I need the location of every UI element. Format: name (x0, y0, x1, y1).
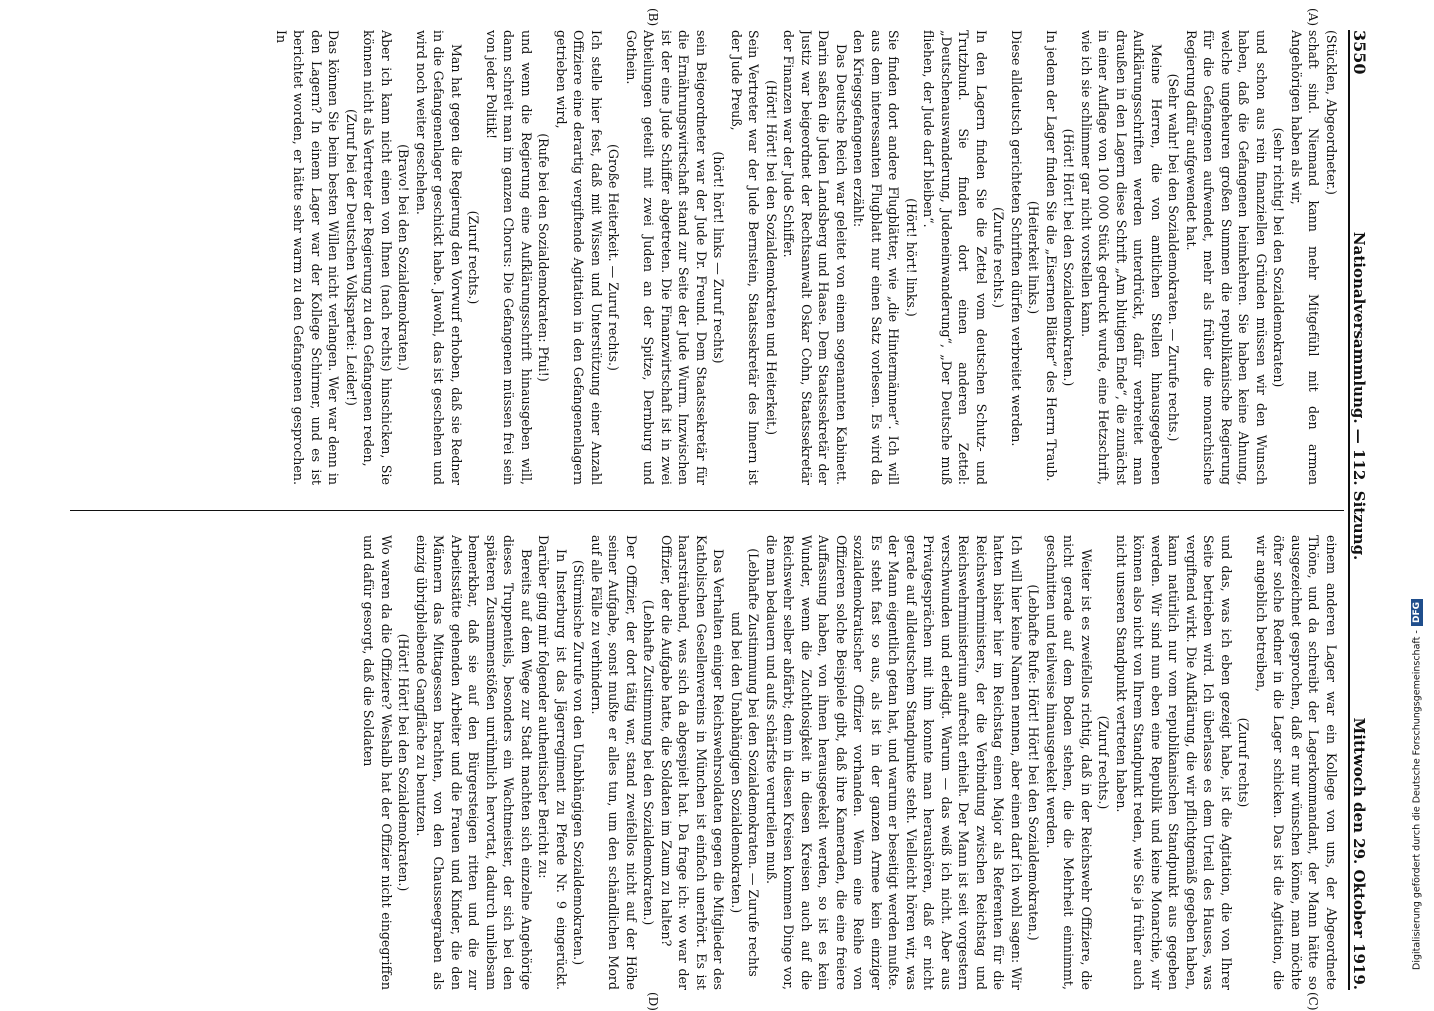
paragraph: (Heiterkeit links.) (1026, 200, 1042, 315)
paragraph: (Hört! Hört! bei den Sozialdemokraten.) (396, 633, 412, 892)
digitization-credit (1408, 10, 1426, 970)
margin-marker-a: (A) (1306, 8, 1320, 27)
paragraph: (Hört! Hört! bei den Sozialdemokraten und Heiterkeit.) (764, 79, 779, 436)
paragraph: Meine Herren, die von amtlichen Stellen hinausgegebenen Aufklärungsschriften werden unterdrückt, dafür verbreitet man draußen in den Lagern diese Schrift „Am blutigen Ende“, die zunächst in einer Auflage von 100 000 Stück gedruckt wurde, eine Hetzschrift, wie ich sie schlimmer gar nicht vorstellen kann. (1079, 30, 1164, 485)
paragraph: (Hört! Hört! bei den Sozialdemokraten.) (1061, 128, 1077, 387)
paragraph: (Zuruf rechts.) (1096, 715, 1112, 810)
margin-marker-c: (C) (1306, 992, 1320, 1011)
paragraph: Das Verhalten einiger Reichswehrsoldaten gegen die Mitglieder des Katholischen Gesellenvereins in München ist einfach unerhört. Es ist haarsträubend, was sich da abgespielt hat. Da frage ich: wo war der Offizier, der die Aufgabe hatte, die Soldaten im Zaum zu halten? (659, 535, 727, 990)
paragraph: Sein Vertreter war der Jude Bernstein, Staatssekretär des Innern ist der Jude Preuß, (729, 30, 762, 485)
paragraph: (Zurufe rechts.) (991, 206, 1007, 309)
left-column (70, 30, 1340, 485)
paragraph: (Lebhafte Rufe: Hört! Hört! bei den Sozialdemokraten.) (1026, 584, 1042, 941)
paragraph: und das, was ich eben gezeigt habe, ist die Agitation, die von Ihrer Seite betrieben wird. Ich überlasse es dem Urteil des Hauses, was vergiftend wirkt. Die Aufklärung, die wir pflichtgemäß gegeben haben, kann natürlich nur vom republikanischen Standpunkt aus gegeben werden. Wir sind nun eben eine Republik und keine Monarchie, wir können also nicht von Ihrem Standpunkt reden, wie Sie ja früher auch nicht unseren Standpunkt vertreten haben. (1114, 535, 1234, 990)
paragraph: (Bravo! bei den Sozialdemokraten.) (396, 144, 412, 371)
paragraph: (sehr richtig! bei den Sozialdemokraten) (1271, 127, 1287, 388)
margin-marker-b: (B) (646, 8, 660, 27)
paragraph: In Insterburg ist das Jägerregiment zu Pferde Nr. 9 eingerückt. Darüber ging mir folgender authentischer Bericht zu: (536, 535, 569, 990)
page-header (1348, 30, 1380, 990)
header-right-title: Mittwoch den 29. Oktober 1919. (1350, 717, 1368, 990)
paragraph: Sie finden dort andere Flugblätter, wie „die Hintermänner“. Ich will aus dem interessanten Flugblatt nur einen Satz vorlesen. Es wird da den Kriegsgefangenen erzählt: (851, 30, 902, 485)
paragraph: Diese alldeutsch gerichteten Schriften dürfen verbreitet werden. (1009, 30, 1024, 447)
paragraph: Bereits auf dem Wege zur Stadt machten sich einzelne Angehörige dieses Truppenteils, besonders ein Wachtmeister, der sich bei den späteren Zusammenstößen unrühmlich hervortat, dadurch unliebsam bemerkbar, daß sie auf den Bürgersteigen ritten und die zur Arbeitsstätte gehenden Arbeiter und die Frauen und Kinder, die den Männern das Mittagessen brachten, von den Chausseegraben als einzig übrigbleibende Gangfläche zu benutzen. (414, 535, 534, 990)
paragraph: Aber ich kann nicht einen von Ihnen (nach rechts) hinschicken, Sie können nicht als Vertreter der Regierung zu den Gefangenen reden, (361, 30, 394, 485)
paragraph: (Lebhafte Zustimmung bei den Sozialdemokraten. — Zurufe rechts und bei den Unabhängigen Sozialdemokraten.) (729, 548, 762, 977)
paragraph: Der Offizier, der dort tätig war, stand zweifellos nicht auf der Höhe seiner Aufgabe, sonst mußte er alles tun, um den schändlichen Mord auf alle Fälle zu verhindern. (589, 535, 639, 990)
paragraph: (Lebhafte Zustimmung bei den Sozialdemokraten.) (641, 599, 657, 926)
paragraph: und wenn die Regierung eine Aufklärungsschrift hinausgeben will, dann schreit man im ganzen Chorus: Die Gefangenen müssen frei sein von jeder Politik! (484, 30, 534, 485)
paragraph: (Große Heiterkeit. — Zuruf rechts.) (606, 144, 622, 371)
paragraph: (Hört! hört! links.) (904, 198, 919, 317)
paragraph: Ich will hier keine Namen nennen, aber einen darf ich wohl sagen: Wir hatten bisher hier im Reichstag einen Major als Referenten für die Reichswehrministers, der die Verbindung zwischen Reichstag und Reichswehrministerium aufrecht erhielt. Der Mann ist seit vorgestern verschwunden und erledigt. Warum — das weiß ich nicht. Aber aus Privatgesprächen mit ihm konnte man heraushören, daß er nicht gerade auf alldeutschem Standpunkte steht. Vielleicht hören wir, was der Mann eigentlich getan hat, und warum er beseitigt werden mußte. Es steht fast so aus, als ist in der ganzen Armee kein einziger sozialdemokratischer Offizier vorhanden. Wenn eine Reihe von Offizieren solche Beispiele gibt, daß ihre Kameraden, die eine freiere Auffassung haben, von ihnen herausgeekelt werden, so ist es kein Wunder, wenn die Zuchtlosigkeit in diesen Kreisen auch auf die Reichswehr selber abfärbt; denn in diesen Kreisen kommen Dinge vor, die man bedauern und aufs schärfste verurteilen muß. (764, 535, 1024, 990)
right-column (70, 535, 1340, 990)
paragraph: In jedem der Lager finden Sie die „Eisernen Blätter“ des Herrn Traub. (1044, 30, 1059, 482)
paragraph: einem anderen Lager war ein Kollege von uns, der Abgeordnete Thöne, und da schreibt der Lagerkommandant, der Mann hätte so ausgezeichnet gesprochen, daß er nur wünschen könne, man möchte öfter solche Redner in die Lager schicken. Das ist die Agitation, die wir angeblich betreiben, (1254, 535, 1339, 990)
dfg-logo: DFG (1411, 599, 1423, 626)
paragraph: Das Deutsche Reich war geleitet von einem sogenannten Kabinett. Darin saßen die Juden Landsberg und Haase. Dem Staatssekretär der Justiz war beigeordnet der Rechtsanwalt Oskar Cohn, Staatssekretär der Finanzen war der Jude Schiffer. (781, 30, 849, 485)
paragraph: (Sehr wahr! bei den Sozialdemokraten. — Zurufe rechts.) (1166, 73, 1182, 442)
header-left-title: Nationalversammlung. — 112. Sitzung. (1350, 231, 1368, 561)
paragraph: (Stürmische Zurufe von den Unabhängigen Sozialdemokraten.) (571, 559, 587, 966)
credit-text: Digitalisierung gefördert durch die Deutsche Forschungsgemeinschaft - (1411, 630, 1423, 970)
paragraph: Man hat gegen die Regierung den Vorwurf erhoben, daß sie Redner in die Gefangenenlager geschickt habe. Jawohl, das ist geschehen und wird noch weiter geschehen. (414, 30, 464, 485)
paragraph: Ich stelle hier fest, daß mit Wissen und Unterstützung einer Anzahl Offiziere eine derartig vergiftende Agitation in den Gefangenenlagern getrieben wird, (554, 30, 604, 485)
paragraph: (Zuruf bei der Deutschen Volkspartei: Leider!) (344, 109, 359, 406)
paragraph: (Zuruf rechts) (1236, 717, 1252, 808)
margin-marker-d: (D) (646, 992, 660, 1011)
paragraph: In den Lagern finden Sie die Zettel vom deutschen Schutz- und Trutzbund. Sie finden dort einen anderen Zettel: „Deutschenauswanderung, Judeneinwanderung“, „Der Deutsche muß fliehen, der Jude darf bleiben“. (921, 30, 989, 485)
paragraph: und schon aus rein finanziellen Gründen müssen wir den Wunsch haben, daß die Gefangenen heimkehren. Sie haben keine Ahnung, welche ungeheuren großen Summen die republikanische Regierung für die Gefangenen aufwendet, mehr als früher die monarchische Regierung dafür aufgewendet hat. (1184, 30, 1269, 485)
paragraph: (Stücklen, Abgeordneter.) (1324, 30, 1339, 195)
paragraph: Das können Sie beim besten Willen nicht verlangen. Wer war denn in den Lagern? In einem Lager war der Kollege Schirmer, und es ist berichtet worden, er hätte sehr warm zu den Gefangenen gesprochen. In (274, 30, 342, 485)
newspaper-page (60, 8, 1380, 1011)
paragraph: (Rufe bei den Sozialdemokraten: Pfui!) (536, 133, 552, 382)
paragraph: sein Beigeordneter war der Jude Dr. Freund. Dem Staatssekretär für die Ernährungswirtschaft stand zur Seite der Jude Wurm. Inzwischen ist der eine Jude Schiffer abgetreten. Die Finanzwirtschaft ist in zwei Abteilungen geteilt mit zwei Juden an der Spitze, Dernburg und Gothein. (624, 30, 709, 485)
column-divider (70, 510, 1344, 511)
paragraph: (Zuruf rechts.) (466, 210, 482, 305)
page-number: 3550 (1350, 30, 1369, 75)
paragraph: (hört! hört! links — Zuruf rechts) (711, 151, 727, 364)
paragraph: schaft sind. Niemand kann mehr Mitgefühl mit den armen Angehörigen haben als wir, (1289, 30, 1322, 485)
paragraph: Wo waren da die Offiziere? Weshalb hat der Offizier nicht eingegriffen und dafür gesorgt, daß die Soldaten (361, 535, 394, 990)
paragraph: Weiter ist es zweifellos richtig, daß in der Reichswehr Offiziere, die nicht gerade auf dem Boden stehen, die die Mehrheit einnimmt, geschnitten und teilweise hinausgeekelt werden. (1044, 535, 1094, 990)
